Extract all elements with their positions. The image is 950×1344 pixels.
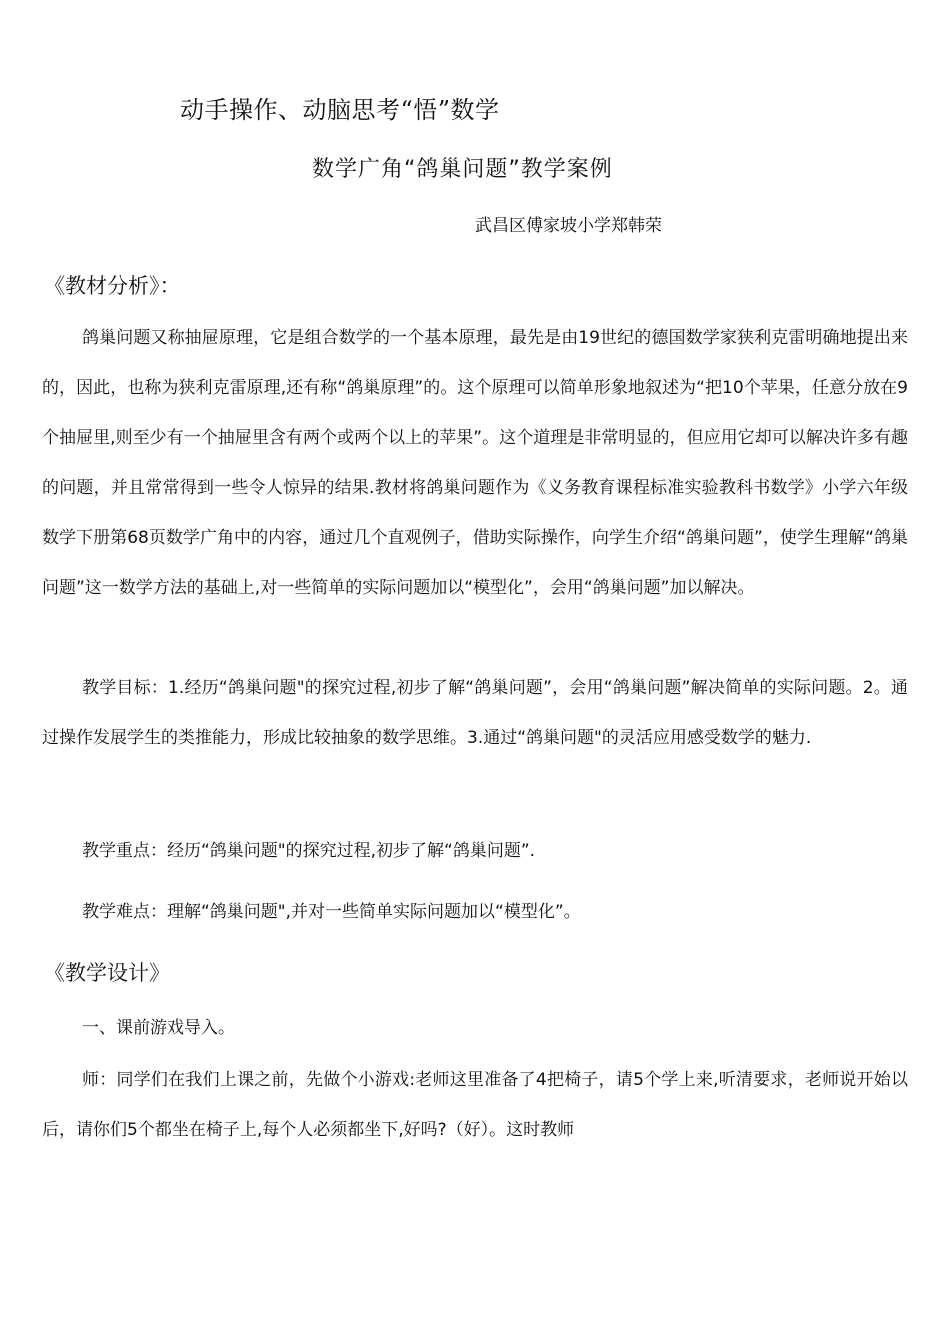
key-point: 教学重点：经历“鸽巢问题"的探究过程,初步了解“鸽巢问题”. [82,841,536,861]
author-line: 武昌区傅家坡小学郑韩荣 [475,216,662,236]
objectives-paragraph: 教学目标：1.经历“鸽巢问题"的探究过程,初步了解“鸽巢问题”，会用“鸽巢问题”解决简单的实际问题。2。通过操作发展学生的类推能力，形成比较抽象的数学思维。3.通过“鸽巢问题"的灵活应用感受数学的魅力. [42,678,908,748]
difficulty: 教学难点：理解“鸽巢问题",并对一些简单实际问题加以“模型化”。 [82,902,581,922]
main-title: 动手操作、动脑思考“悟”数学 [180,96,500,124]
analysis-heading: 《教材分析》： [44,274,181,298]
design-heading: 《教学设计》 [44,961,170,985]
analysis-paragraph: 鸽巢问题又称抽屉原理，它是组合数学的一个基本原理，最先是由19世纪的德国数学家狭利克雷明确地提出来的，因此，也称为狭利克雷原理,还有称“鸽巢原理”的。这个原理可以简单形象地叙述为“把10个苹果，任意分放在9个抽屉里,则至少有一个抽屉里含有两个或两个以上的苹果”。这个道理是非常明显的，但应用它却可以解决许多有趣的问题，并且常常得到一些令人惊异的结果.教材将鸽巢问题作为《义务教育课程标准实验教科书数学》小学六年级数学下册第68页数学广角中的内容，通过几个直观例子，借助实际操作，向学生介绍“鸽巢问题”，使学生理解“鸽巢问题”这一数学方法的基础上,对一些简单的实际问题加以“模型化”，会用“鸽巢问题”加以解决。 [42,328,908,598]
step-one: 一、课前游戏导入。 [82,1018,235,1038]
teacher-paragraph: 师：同学们在我们上课之前，先做个小游戏:老师这里准备了4把椅子，请5个学上来,听清要求，老师说开始以后，请你们5个都坐在椅子上,每个人必须都坐下,好吗?（好）。这时教师 [42,1070,908,1140]
subtitle: 数学广角“鸽巢问题”教学案例 [312,157,613,182]
